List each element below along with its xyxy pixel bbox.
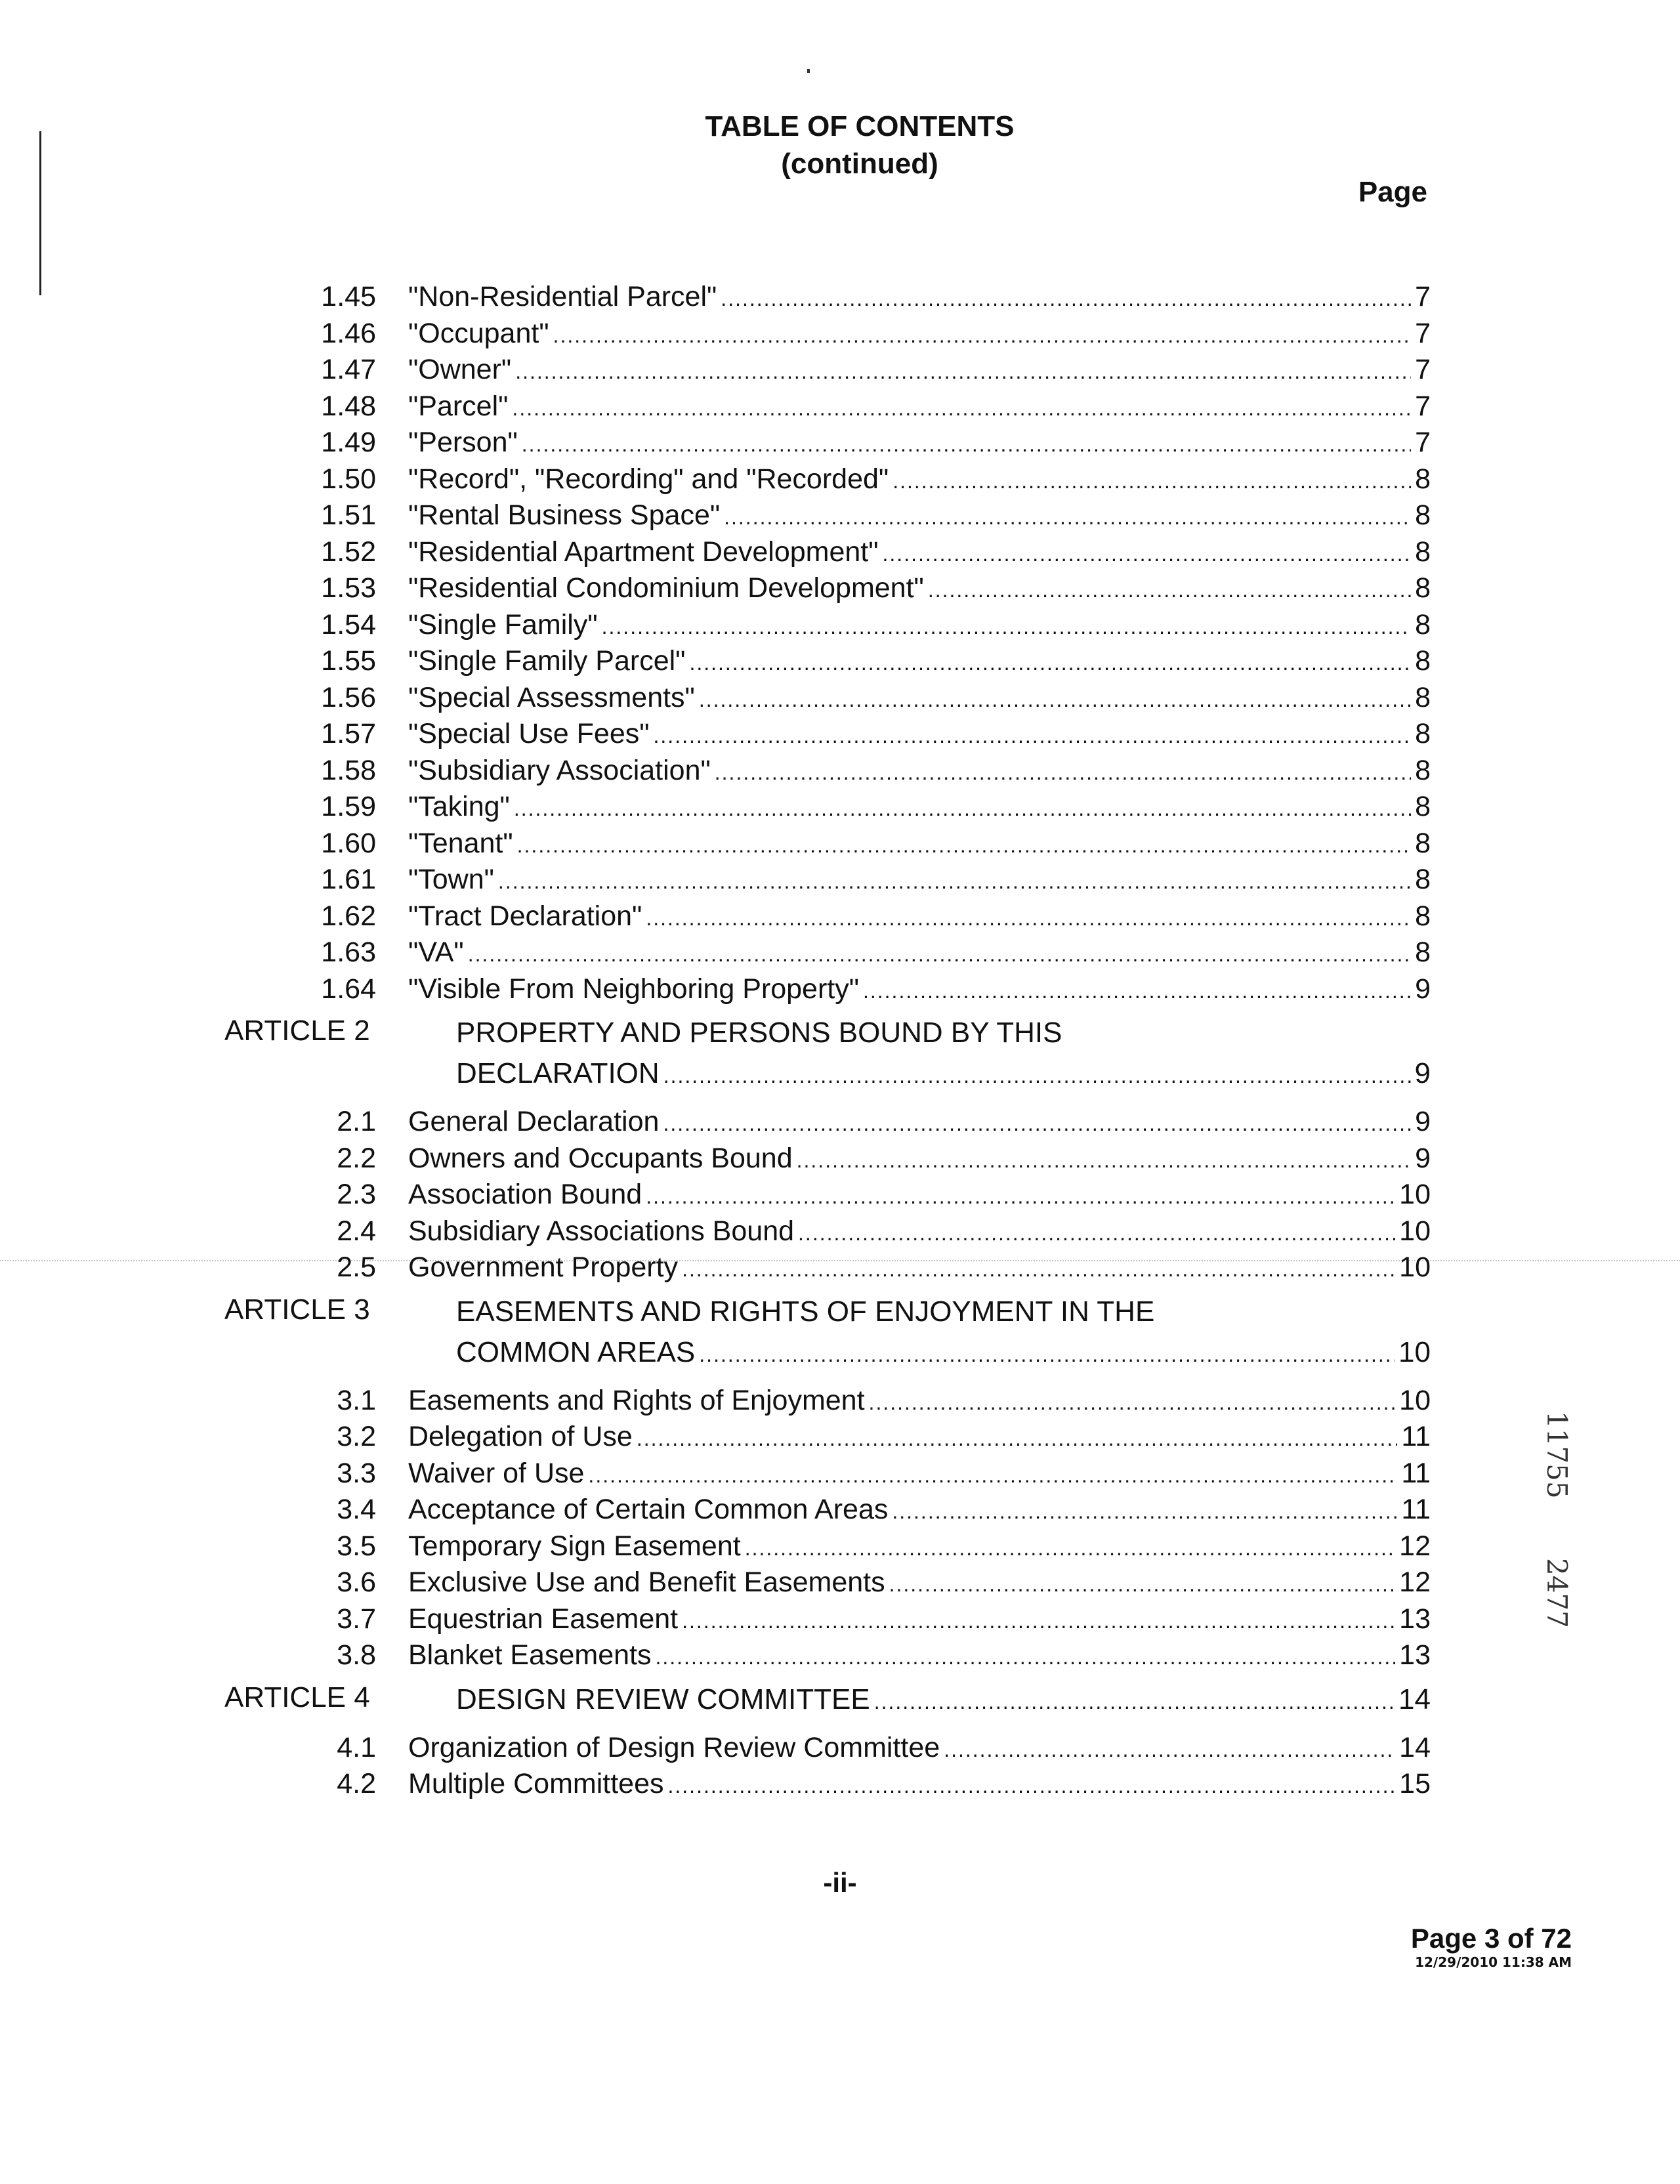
entry-page-number: 12 [1399, 1566, 1431, 1598]
entry-page-number: 11 [1401, 1457, 1431, 1489]
toc-entry [217, 1492, 1431, 1528]
leader-dots [498, 864, 1411, 900]
entry-title: "Tract Declaration" [408, 900, 642, 932]
leader-dots [663, 1055, 1411, 1096]
article-number: ARTICLE 4 [224, 1681, 370, 1713]
entry-number: 1.57 [321, 718, 376, 749]
entry-number: 3.5 [337, 1530, 376, 1562]
leader-dots [721, 281, 1411, 318]
entry-number: 2.3 [337, 1179, 376, 1210]
entry-page-number: 9 [1415, 1142, 1431, 1174]
leader-dots [512, 390, 1411, 427]
entry-number: 3.3 [337, 1457, 376, 1489]
entry-number: 1.46 [321, 317, 376, 349]
entry-page-number: 7 [1415, 354, 1431, 385]
entry-page-number: 8 [1415, 791, 1431, 822]
entry-number: 1.61 [321, 864, 376, 895]
leader-dots [663, 1106, 1411, 1143]
recording-number-top: 11755 [1541, 1411, 1573, 1499]
entry-title: "Taking" [408, 791, 510, 822]
entry-number: 1.45 [321, 281, 376, 312]
toc-entry [217, 934, 1431, 971]
entry-title: General Declaration [408, 1106, 660, 1137]
toc-entry [217, 643, 1431, 680]
entry-title: "Parcel" [408, 390, 509, 422]
entry-title: "Owner" [408, 354, 512, 385]
entry-page-number: 10 [1399, 1179, 1431, 1210]
entry-page-number: 8 [1415, 681, 1431, 713]
toc-entry [217, 497, 1431, 534]
entry-title: Subsidiary Associations Bound [408, 1215, 795, 1247]
entry-number: 3.1 [337, 1384, 376, 1416]
toc-entry [217, 1141, 1431, 1177]
entry-number: 3.6 [337, 1566, 376, 1598]
leader-dots [892, 1494, 1397, 1530]
toc-entry [217, 1637, 1431, 1674]
entry-number: 1.63 [321, 936, 376, 968]
entry-title: Easements and Rights of Enjoyment [408, 1384, 865, 1416]
entry-title: Multiple Committees [408, 1768, 664, 1799]
entry-number: 1.47 [321, 354, 376, 385]
entry-page-number: 15 [1399, 1768, 1431, 1799]
leader-dots [654, 718, 1412, 755]
article-title-line-2: COMMON AREAS [456, 1335, 696, 1368]
leader-dots [689, 645, 1411, 682]
leader-dots [944, 1732, 1395, 1769]
leader-dots [699, 682, 1411, 719]
entry-page-number: 11 [1401, 1494, 1431, 1525]
leader-dots [724, 499, 1411, 536]
article-2-heading [217, 1013, 1431, 1096]
entry-number: 2.5 [337, 1251, 376, 1283]
entry-page-number: 11 [1401, 1421, 1431, 1452]
entry-title: Delegation of Use [408, 1421, 633, 1452]
entry-number: 1.51 [321, 499, 376, 531]
leader-dots [588, 1458, 1397, 1494]
toc-section-4-entries [217, 1730, 1431, 1803]
leader-dots [514, 791, 1411, 828]
entry-title: Temporary Sign Easement [408, 1530, 741, 1562]
article-title-line-2: DECLARATION [456, 1057, 660, 1089]
toc-entry [217, 898, 1431, 935]
entry-page-number: 8 [1415, 536, 1431, 568]
entry-number: 1.60 [321, 827, 376, 859]
entry-title: Government Property [408, 1251, 679, 1283]
entry-title: "Residential Apartment Development" [408, 536, 879, 568]
entry-title: "VA" [408, 936, 464, 968]
toc-entry [217, 1104, 1431, 1141]
entry-page-number: 12 [1399, 1530, 1431, 1562]
article-3-heading [217, 1292, 1431, 1375]
entry-title: "Single Family Parcel" [408, 645, 686, 677]
leader-dots [699, 1334, 1395, 1375]
entry-page-number: 8 [1415, 827, 1431, 859]
entry-title: Organization of Design Review Committee [408, 1731, 940, 1763]
article-page-number: 14 [1398, 1683, 1431, 1715]
entry-page-number: 13 [1399, 1603, 1431, 1635]
entry-number: 1.64 [321, 973, 376, 1005]
leader-dots [797, 1143, 1411, 1179]
entry-number: 1.59 [321, 791, 376, 822]
leader-dots [715, 755, 1411, 791]
entry-number: 1.52 [321, 536, 376, 568]
entry-title: "Special Assessments" [408, 681, 695, 713]
entry-page-number: 8 [1415, 900, 1431, 932]
entry-title: "Town" [408, 864, 494, 895]
toc-entry [217, 388, 1431, 425]
toc-entry [217, 716, 1431, 753]
leader-dots [874, 1681, 1395, 1722]
toc-entry [217, 1528, 1431, 1565]
toc-entry [217, 1177, 1431, 1213]
entry-page-number: 8 [1415, 718, 1431, 749]
entry-title: "Special Use Fees" [408, 718, 650, 749]
entry-title: Acceptance of Certain Common Areas [408, 1494, 889, 1525]
entry-number: 2.4 [337, 1215, 376, 1247]
leader-dots [892, 463, 1411, 500]
entry-title: "Visible From Neighboring Property" [408, 973, 859, 1005]
entry-page-number: 8 [1415, 936, 1431, 968]
entry-title: Association Bound [408, 1179, 642, 1210]
toc-entry [217, 1766, 1431, 1803]
entry-page-number: 10 [1399, 1215, 1431, 1247]
toc-entry [217, 1730, 1431, 1767]
toc-entry [217, 425, 1431, 461]
entry-number: 3.4 [337, 1494, 376, 1525]
toc-entry [217, 316, 1431, 352]
page-info [1411, 1923, 1572, 1970]
entry-title: "Record", "Recording" and "Recorded" [408, 463, 889, 495]
entry-number: 1.58 [321, 754, 376, 786]
entry-number: 2.1 [337, 1106, 376, 1137]
entry-number: 1.62 [321, 900, 376, 932]
entry-title: "Person" [408, 427, 518, 458]
toc-entry [217, 607, 1431, 644]
leader-dots [553, 318, 1411, 354]
leader-dots [682, 1603, 1395, 1640]
entry-title: "Rental Business Space" [408, 499, 721, 531]
entry-title: "Occupant" [408, 317, 549, 349]
page-subtitle: (continued) [781, 148, 938, 180]
entry-number: 1.54 [321, 608, 376, 640]
toc-entry [217, 789, 1431, 826]
entry-page-number: 7 [1415, 427, 1431, 458]
entry-number: 4.1 [337, 1731, 376, 1763]
toc-entry [217, 534, 1431, 571]
leader-dots [468, 936, 1411, 973]
entry-number: 4.2 [337, 1768, 376, 1799]
leader-dots [668, 1768, 1396, 1805]
toc-entry [217, 680, 1431, 717]
table-of-contents [217, 279, 1431, 1803]
page-count: Page 3 of 72 [1410, 1923, 1572, 1954]
toc-entry [217, 753, 1431, 789]
leader-dots [646, 900, 1411, 937]
article-page-number: 9 [1414, 1057, 1431, 1089]
entry-title: Owners and Occupants Bound [408, 1142, 793, 1174]
entry-number: 2.2 [337, 1142, 376, 1174]
entry-number: 1.49 [321, 427, 376, 458]
toc-entry [217, 1383, 1431, 1419]
toc-entry [217, 1213, 1431, 1250]
entry-title: "Subsidiary Association" [408, 754, 711, 786]
leader-dots [889, 1566, 1396, 1603]
entry-page-number: 7 [1415, 390, 1431, 422]
leader-dots [745, 1530, 1395, 1567]
page-folio: -ii- [823, 1867, 857, 1898]
leader-dots [928, 572, 1411, 609]
article-page-number: 10 [1398, 1335, 1431, 1368]
leader-dots [655, 1639, 1395, 1676]
entry-title: "Residential Condominium Development" [408, 572, 924, 604]
entry-page-number: 8 [1415, 499, 1431, 531]
entry-number: 3.2 [337, 1421, 376, 1452]
entry-page-number: 8 [1415, 645, 1431, 677]
entry-number: 3.8 [337, 1639, 376, 1671]
article-title-line-1: EASEMENTS AND RIGHTS OF ENJOYMENT IN THE [456, 1295, 1155, 1328]
toc-entry [217, 1564, 1431, 1601]
leader-dots [515, 354, 1411, 390]
entry-page-number: 9 [1415, 973, 1431, 1005]
article-number: ARTICLE 2 [224, 1015, 370, 1047]
article-number: ARTICLE 3 [224, 1293, 370, 1326]
article-4-heading [217, 1679, 1431, 1722]
article-title-line-1: DESIGN REVIEW COMMITTEE [456, 1683, 870, 1715]
entry-title: Blanket Easements [408, 1639, 652, 1671]
entry-page-number: 8 [1415, 463, 1431, 495]
toc-entry [217, 1456, 1431, 1492]
toc-section-3-entries [217, 1383, 1431, 1674]
page-title: TABLE OF CONTENTS [705, 110, 1015, 142]
entry-page-number: 9 [1415, 1106, 1431, 1137]
entry-page-number: 7 [1415, 281, 1431, 312]
leader-dots [517, 828, 1411, 864]
entry-page-number: 8 [1415, 608, 1431, 640]
entry-title: Exclusive Use and Benefit Easements [408, 1566, 885, 1598]
leader-dots [602, 609, 1411, 646]
toc-entry [217, 862, 1431, 898]
entry-page-number: 14 [1399, 1731, 1431, 1763]
toc-section-2-entries [217, 1104, 1431, 1286]
entry-number: 1.48 [321, 390, 376, 422]
entry-page-number: 10 [1399, 1384, 1431, 1416]
toc-entry [217, 1250, 1431, 1286]
leader-dots [637, 1421, 1398, 1458]
entry-page-number: 13 [1399, 1639, 1431, 1671]
entry-number: 1.53 [321, 572, 376, 604]
leader-dots [883, 536, 1412, 573]
recording-number-stamp [1541, 1411, 1573, 1752]
entry-title: Waiver of Use [408, 1457, 585, 1489]
entry-page-number: 8 [1415, 864, 1431, 895]
toc-entry [217, 826, 1431, 862]
toc-entry [217, 971, 1431, 1008]
leader-dots [682, 1251, 1395, 1288]
toc-entry [217, 570, 1431, 607]
toc-entry [217, 461, 1431, 498]
print-timestamp: 12/29/2010 11:38 AM [1415, 1954, 1572, 1970]
entry-title: "Tenant" [408, 827, 513, 859]
scan-speck [807, 69, 810, 73]
leader-dots [863, 973, 1411, 1010]
entry-title: "Non-Residential Parcel" [408, 281, 717, 312]
entry-number: 3.7 [337, 1603, 376, 1635]
entry-title: "Single Family" [408, 608, 598, 640]
toc-entry [217, 1601, 1431, 1638]
entry-page-number: 8 [1415, 572, 1431, 604]
entry-number: 1.55 [321, 645, 376, 677]
toc-entry [217, 1419, 1431, 1456]
page-column-header: Page [1358, 176, 1427, 208]
leader-dots [522, 427, 1411, 463]
entry-number: 1.50 [321, 463, 376, 495]
leader-dots [646, 1179, 1395, 1215]
entry-title: Equestrian Easement [408, 1603, 679, 1635]
entry-page-number: 7 [1415, 317, 1431, 349]
entry-page-number: 8 [1415, 754, 1431, 786]
leader-dots [869, 1385, 1396, 1421]
entry-page-number: 10 [1399, 1251, 1431, 1283]
entry-number: 1.56 [321, 681, 376, 713]
toc-entry [217, 352, 1431, 388]
toc-entry [217, 279, 1431, 316]
leader-dots [798, 1215, 1395, 1252]
recording-number-bottom: 2477 [1541, 1557, 1573, 1628]
article-title-line-1: PROPERTY AND PERSONS BOUND BY THIS [456, 1017, 1062, 1049]
toc-section-1-entries [217, 279, 1431, 1007]
